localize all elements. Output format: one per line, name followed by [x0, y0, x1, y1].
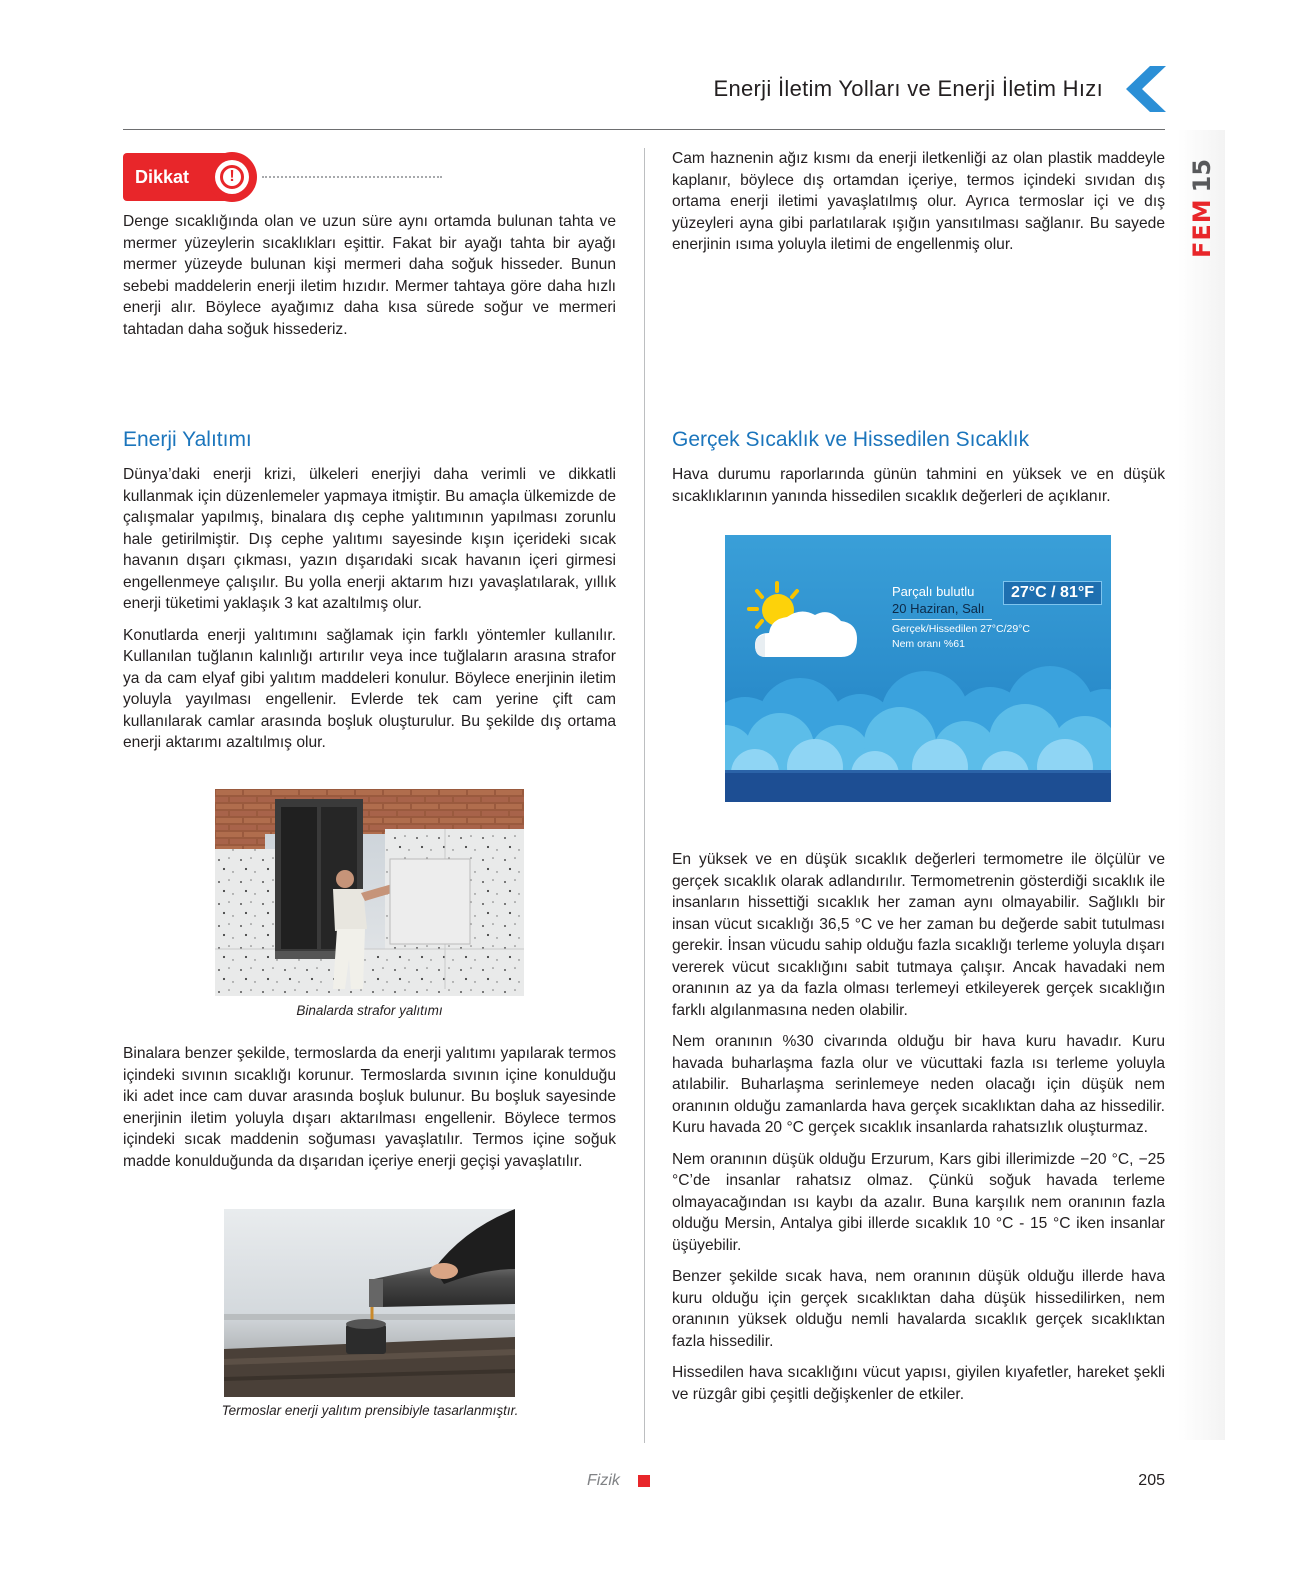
- paragraph: Nem oranının düşük olduğu Erzurum, Kars gibi illerimizde −20 °C, −25 °C’de insanlar rahatsız olmaz. Çünkü soğuk havada terleme olmayacağından ısı kaybı da azalır. Buna karşılık nem oranının fazla olduğu Mersin, Antalya gibi illerde sıcaklık 10 °C - 15 °C iken insanlar üşüyebilir.: [672, 1150, 1165, 1254]
- temperature-intro: [672, 464, 1165, 517]
- brand-logo: FEM: [1188, 198, 1216, 258]
- chapter-tab: [1172, 148, 1232, 258]
- temperature-text: [672, 849, 1165, 1415]
- paragraph: Benzer şekilde sıcak hava, nem oranının düşük olduğu illerde hava kuru olduğu için gerçek sıcaklıktan daha düşük hissedilirken, nem oranının yüksek olduğu nemli havalarda sıcaklık gerçek sıcaklıktan fazla hissedilir.: [672, 1268, 1165, 1350]
- chapter-number: 15: [1188, 158, 1216, 193]
- page-number: 205: [1138, 1472, 1165, 1489]
- footer-marker: [638, 1475, 650, 1487]
- paragraph: Nem oranının %30 civarında olduğu bir hava kuru havadır. Kuru havada buharlaşma fazla olur ve vücuttaki fazla ısı terleme yoluyla atılabilir. Buharlaşma serinlemeye neden olacağı için düşük nem oranının olduğu zamanlarda hava gerçek sıcaklıktan daha az hissedilir. Kuru havada 20 °C gerçek sıcaklık insanlarda rahatsızlık oluşturmaz.: [672, 1033, 1165, 1136]
- photo-insulation-graphic: [215, 789, 524, 996]
- header-rule: [123, 129, 1165, 130]
- paragraph: Hissedilen hava sıcaklığını vücut yapısı, giyilen kıyafetler, hareket şekli ve rüzgâr gibi çeşitli değişkenler de etkiler.: [672, 1364, 1165, 1403]
- photo-insulation: [215, 789, 524, 996]
- dikkat-text: [123, 211, 616, 350]
- dotted-rule: [262, 176, 442, 178]
- side-margin-strip: [1178, 130, 1225, 1440]
- weather-feels-like: Gerçek/Hissedilen 27°C/29°C: [892, 623, 1030, 635]
- insulation-text: [123, 464, 616, 764]
- section-title-insulation: Enerji Yalıtımı: [123, 428, 252, 451]
- dikkat-badge: [123, 153, 257, 201]
- weather-temperature: 27°C / 81°F: [1003, 581, 1102, 605]
- weather-date: 20 Haziran, Salı: [892, 601, 985, 616]
- photo-thermos: [224, 1209, 515, 1397]
- exclamation-icon: !: [220, 165, 244, 189]
- paragraph: Cam haznenin ağız kısmı da enerji iletkenliği az olan plastik maddeyle kaplanır, böylece dış ortamdan içeriye, termos içindeki sıvıdan dış ortama enerji iletimi yavaşlatılmış olur. Ayrıca termoslar içi ve dış yüzeyleri ayna gibi parlatılarak ışığın yansıtılması sağlanır. Bu sayede enerjinin ısıma yoluyla iletimi de engellenmiş olur.: [672, 150, 1165, 253]
- paragraph: Dünya’daki enerji krizi, ülkeleri enerjiyi daha verimli ve dikkatli kullanmak için düzenlemeler yapmaya itmiştir. Bu amaçla ülkemizde de çalışmalar yapılmış, binalara dış cephe yalıtımının yapılması zorunlu hale getirilmiştir. Dış cephe yalıtımı sayesinde kışın içerideki sıcak havanın dışarı çıkması, yazın dışarıdaki sıcak havanın içeri girmesi engellenmeye çalışılır. Bu yolla enerji aktarım hızı yavaşlatılarak, yıllık enerji tüketimi yaklaşık 3 kat azaltılmış olur.: [123, 466, 616, 612]
- weather-humidity: Nem oranı %61: [892, 638, 965, 650]
- paragraph: Binalara benzer şekilde, termoslarda da enerji yalıtımı yapılarak termos içindeki sıvının sıcaklığı korunur. Termoslarda sıvının içine konulduğu iki adet ince cam duvar arasında boşluk bulunur. Bu boşluk sayesinde enerjinin iletim yoluyla dışarı aktarılması engellenir. Böylece termos içindeki sıcak maddenin soğuması yavaşlatılır. Termos içine soğuk madde konulduğunda da dışarıdan içeriye enerji geçişi yavaşlatılır.: [123, 1045, 616, 1170]
- weather-condition: Parçalı bulutlu: [892, 584, 975, 599]
- footer-subject: Fizik: [587, 1472, 620, 1489]
- thermos-text: [123, 1043, 616, 1182]
- weather-divider: [892, 619, 992, 620]
- thermos-continued-text: [672, 148, 1165, 266]
- paragraph: Konutlarda enerji yalıtımını sağlamak için farklı yöntemler kullanılır. Kullanılan tuğlanın kalınlığı artırılır veya ince tuğlaların arasına strafor ya da cam elyaf gibi yalıtım maddeleri konulur. Böylece enerjinin iletim yoluyla yayılması engellenir. Evlerde tek cam yerine çift cam kullanılarak camlar arasında boşluk oluşturulur. Bu şekilde dış ortama enerji aktarımı azaltılmış olur.: [123, 626, 616, 751]
- dikkat-paragraph: Denge sıcaklığında olan ve uzun süre aynı ortamda bulunan tahta ve mermer yüzeylerin sıcaklıkları eşittir. Fakat bir ayağı tahta bir ayağı mermer yüzeyde bulunan kişi mermeri daha soğuk hisseder. Bunun sebebi maddelerin enerji iletim hızıdır. Mermer tahtaya göre daha hızlı enerji alır. Böylece ayağımız daha kısa sürede soğur ve mermeri tahtadan daha soğuk hissederiz.: [123, 213, 616, 338]
- photo-thermos-graphic: [224, 1209, 515, 1397]
- dikkat-label: Dikkat: [123, 153, 235, 201]
- paragraph: Hava durumu raporlarında günün tahmini en yüksek ve en düşük sıcaklıklarının yanında hissedilen sıcaklık değerleri de açıklanır.: [672, 466, 1165, 505]
- weather-widget: [725, 535, 1111, 802]
- page-header-title: Enerji İletim Yolları ve Enerji İletim Hızı: [713, 76, 1103, 101]
- paragraph: En yüksek ve en düşük sıcaklık değerleri termometre ile ölçülür ve gerçek sıcaklık olarak adlandırılır. Termometrenin gösterdiği sıcaklık ile insanların hissettiği sıcaklık her zaman aynı olmayabilir. Sağlıklı bir insan vücut sıcaklığı 36,5 °C ve her zaman bu değerde sabit tutulması gerekir. İnsan vücudu sahip olduğu fazla sıcaklığı terleme yoluyla dışarı vererek vücut sıcaklığını sabit tutmaya çalışır. Ancak havadaki nem oranının az ya da fazla olması terlemeyi etkileyerek gerçek sıcaklığın farklı algılanmasına neden olabilir.: [672, 851, 1165, 1019]
- column-divider: [644, 148, 645, 1443]
- photo-thermos-caption: Termoslar enerji yalıtım prensibiyle tasarlanmıştır.: [221, 1403, 519, 1418]
- photo-insulation-caption: Binalarda strafor yalıtımı: [296, 1003, 443, 1018]
- partly-cloudy-icon: [745, 579, 865, 669]
- chevron-left-icon: [1126, 66, 1166, 112]
- section-title-temperature: Gerçek Sıcaklık ve Hissedilen Sıcaklık: [672, 428, 1030, 451]
- dikkat-icon-bg: [215, 160, 249, 194]
- dikkat-icon-ring: [207, 152, 257, 202]
